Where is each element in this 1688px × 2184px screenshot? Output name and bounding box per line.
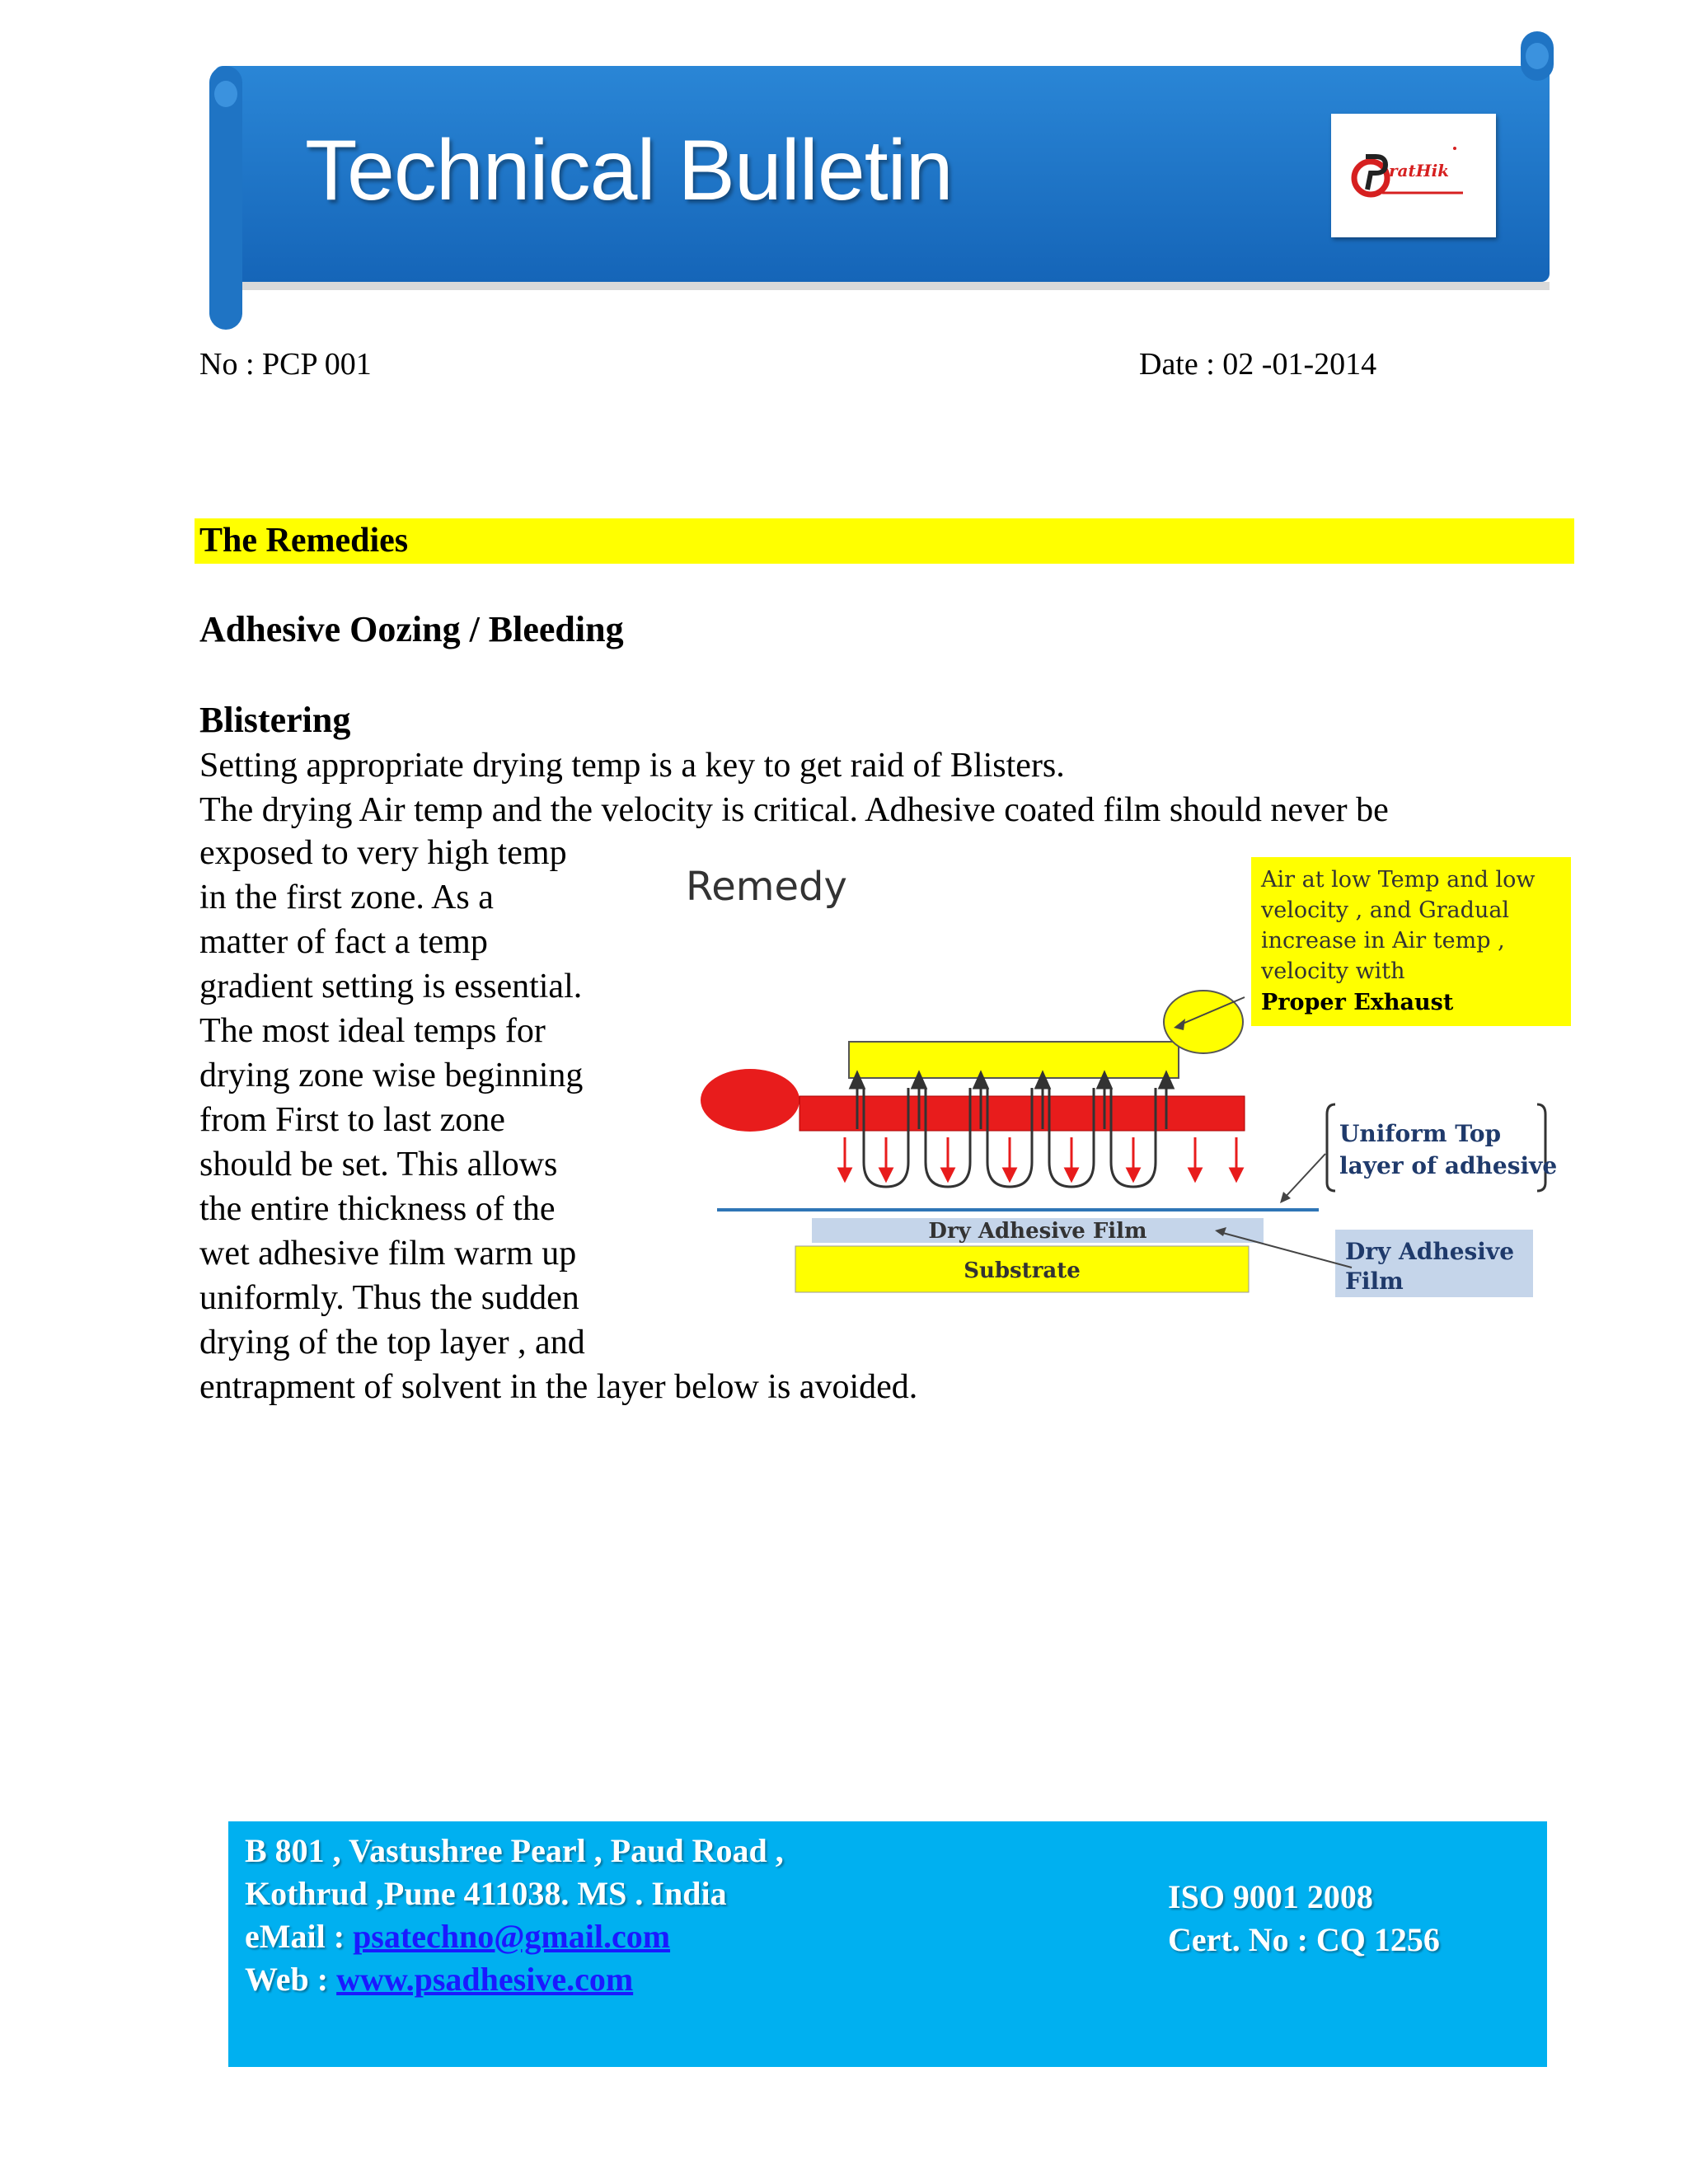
- body-line: uniformly. Thus the sudden: [199, 1279, 579, 1317]
- email-label: eMail :: [245, 1918, 354, 1955]
- air-note-line: velocity , and Gradual: [1261, 898, 1510, 923]
- body-line: in the first zone. As a: [199, 879, 494, 916]
- substrate-label: Substrate: [964, 1258, 1081, 1283]
- certificate-number: Cert. No : CQ 1256: [1168, 1921, 1440, 1958]
- body-line: wet adhesive film warm up: [199, 1235, 577, 1272]
- bulletin-date: Date : 02 -01-2014: [1139, 347, 1377, 382]
- bulletin-number: No : PCP 001: [199, 347, 372, 382]
- uniform-label-line: layer of adhesive: [1339, 1152, 1558, 1179]
- body-line: should be set. This allows: [199, 1146, 558, 1183]
- footer-contact: [228, 1821, 1547, 2067]
- company-logo: [1331, 114, 1496, 237]
- remedy-diagram: [676, 857, 1574, 1327]
- bulletin-title: Technical Bulletin: [305, 123, 953, 218]
- body-line: exposed to very high temp: [199, 834, 567, 872]
- body-line: from First to last zone: [199, 1101, 505, 1139]
- air-note-line: velocity with: [1261, 958, 1405, 984]
- dry-film-layer-label: Dry Adhesive Film: [928, 1219, 1147, 1244]
- air-note-bold: Proper Exhaust: [1261, 990, 1454, 1015]
- body-line: drying of the top layer , and: [199, 1324, 585, 1361]
- body-line: The most ideal temps for: [199, 1012, 546, 1050]
- address-line-2: Kothrud ,Pune 411038. MS . India: [245, 1875, 727, 1912]
- body-line: Setting appropriate drying temp is a key to get raid of Blisters.: [199, 747, 1065, 785]
- air-note-line: increase in Air temp ,: [1261, 928, 1505, 954]
- body-line: entrapment of solvent in the layer below is avoided.: [199, 1368, 918, 1406]
- dry-film-callout-line: Film: [1345, 1268, 1404, 1295]
- diagram-title: Remedy: [686, 864, 847, 910]
- heading-oozing: Adhesive Oozing / Bleeding: [199, 609, 624, 649]
- email-row: [245, 1917, 670, 1956]
- body-line: drying zone wise beginning: [199, 1057, 584, 1094]
- logo-mark-icon: [1331, 114, 1496, 237]
- svg-text:Uniform Top layer of adhes: [1339, 1120, 1557, 1179]
- dry-film-callout-line: Dry Adhesive: [1345, 1238, 1515, 1265]
- iso-certification: ISO 9001 2008: [1168, 1878, 1373, 1915]
- web-row: [245, 1960, 633, 1999]
- body-line: matter of fact a temp: [199, 923, 488, 961]
- web-label: Web :: [245, 1961, 337, 1998]
- wet-adhesive-layer: [799, 1096, 1245, 1131]
- section-header: [195, 518, 1574, 564]
- fan-icon: [1164, 991, 1243, 1053]
- body-line: the entire thickness of the: [199, 1190, 556, 1228]
- body-line: gradient setting is essential.: [199, 968, 583, 1005]
- body-line: The drying Air temp and the velocity is critical. Adhesive coated film should never be: [199, 791, 1389, 829]
- dryer-hood: [849, 1042, 1179, 1078]
- heater-blob: [701, 1069, 799, 1132]
- email-link[interactable]: psatechno@gmail.com: [353, 1918, 671, 1955]
- section-title: The Remedies: [199, 522, 409, 560]
- address-line-1: B 801 , Vastushree Pearl , Paud Road ,: [245, 1832, 784, 1869]
- uniform-label-line: Uniform Top: [1339, 1120, 1502, 1147]
- web-link[interactable]: www.psadhesive.com: [336, 1961, 634, 1998]
- air-note-line: Air at low Temp and low: [1261, 867, 1536, 893]
- heading-blistering: Blistering: [199, 700, 351, 740]
- svg-text:ratHik: ratHik: [1389, 161, 1450, 180]
